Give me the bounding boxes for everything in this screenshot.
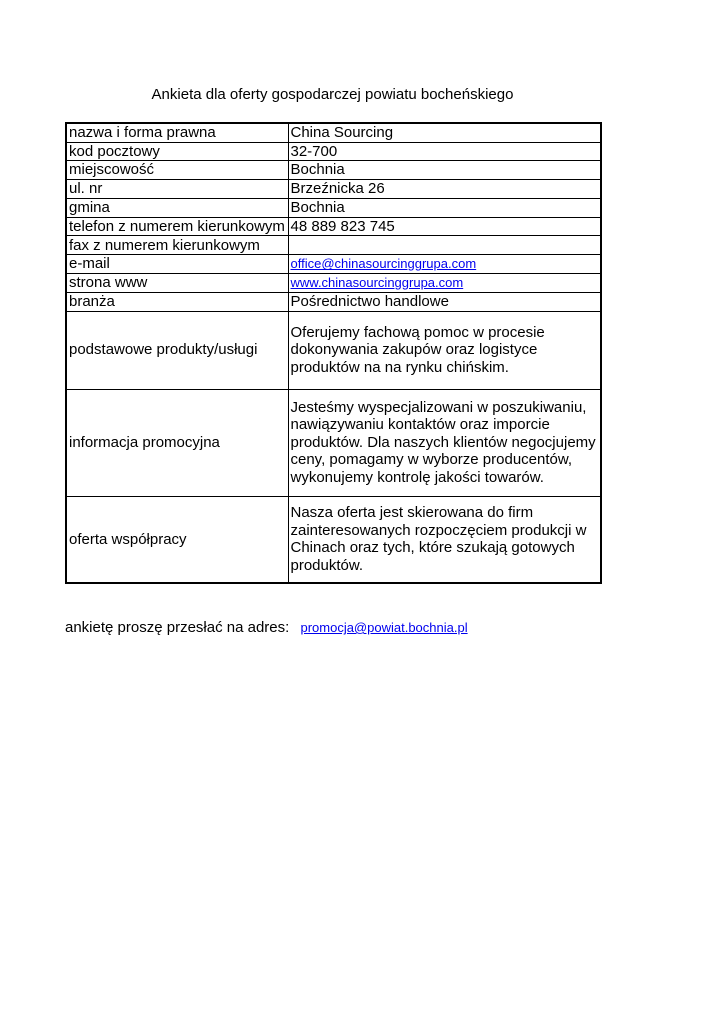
row-label: gmina bbox=[66, 198, 288, 217]
row-value bbox=[288, 255, 601, 274]
table-row bbox=[66, 123, 601, 142]
row-value: China Sourcing bbox=[288, 123, 601, 142]
row-value: Nasza oferta jest skierowana do firm zainteresowanych rozpoczęciem produkcji w Chinach oraz tych, które szukają gotowych produktów. bbox=[288, 496, 601, 583]
row-label: nazwa i forma prawna bbox=[66, 123, 288, 142]
row-value: 48 889 823 745 bbox=[288, 217, 601, 236]
table-row bbox=[66, 389, 601, 496]
row-value: Jesteśmy wyspecjalizowani w poszukiwaniu, nawiązywaniu kontaktów oraz imporcie produktów. Dla naszych klientów negocjujemy ceny, pomagamy w wyborze producentów, wykonujemy kontrolę jakości towarów. bbox=[288, 389, 601, 496]
row-label: podstawowe produkty/usługi bbox=[66, 311, 288, 389]
email-link[interactable]: office@chinasourcinggrupa.com bbox=[290, 256, 477, 272]
row-label: miejscowość bbox=[66, 161, 288, 180]
row-value: Bochnia bbox=[288, 198, 601, 217]
row-value: Brzeźnicka 26 bbox=[288, 180, 601, 199]
row-label: strona www bbox=[66, 274, 288, 293]
table-row bbox=[66, 292, 601, 311]
row-label: kod pocztowy bbox=[66, 142, 288, 161]
row-value: Bochnia bbox=[288, 161, 601, 180]
row-value bbox=[288, 236, 601, 255]
table-row bbox=[66, 255, 601, 274]
footer-instruction bbox=[65, 619, 468, 636]
table-row bbox=[66, 161, 601, 180]
row-value: Pośrednictwo handlowe bbox=[288, 292, 601, 311]
row-label: informacja promocyjna bbox=[66, 389, 288, 496]
row-label: telefon z numerem kierunkowym bbox=[66, 217, 288, 236]
survey-table bbox=[65, 122, 602, 584]
table-row bbox=[66, 274, 601, 293]
table-row bbox=[66, 496, 601, 583]
website-link[interactable]: www.chinasourcinggrupa.com bbox=[290, 275, 464, 291]
row-label: ul. nr bbox=[66, 180, 288, 199]
row-value: 32-700 bbox=[288, 142, 601, 161]
row-label: branża bbox=[66, 292, 288, 311]
row-value bbox=[288, 274, 601, 293]
table-row bbox=[66, 142, 601, 161]
table-row bbox=[66, 236, 601, 255]
table-row bbox=[66, 198, 601, 217]
table-row bbox=[66, 217, 601, 236]
row-label: e-mail bbox=[66, 255, 288, 274]
submit-email-link[interactable]: promocja@powiat.bochnia.pl bbox=[300, 620, 468, 635]
footer-text: ankietę proszę przesłać na adres: bbox=[65, 619, 290, 636]
row-label: fax z numerem kierunkowym bbox=[66, 236, 288, 255]
page-title: Ankieta dla oferty gospodarczej powiatu bocheńskiego bbox=[151, 86, 514, 103]
row-label: oferta współpracy bbox=[66, 496, 288, 583]
table-row bbox=[66, 311, 601, 389]
table-row bbox=[66, 180, 601, 199]
row-value: Oferujemy fachową pomoc w procesie dokonywania zakupów oraz logistyce produktów na na rynku chińskim. bbox=[288, 311, 601, 389]
